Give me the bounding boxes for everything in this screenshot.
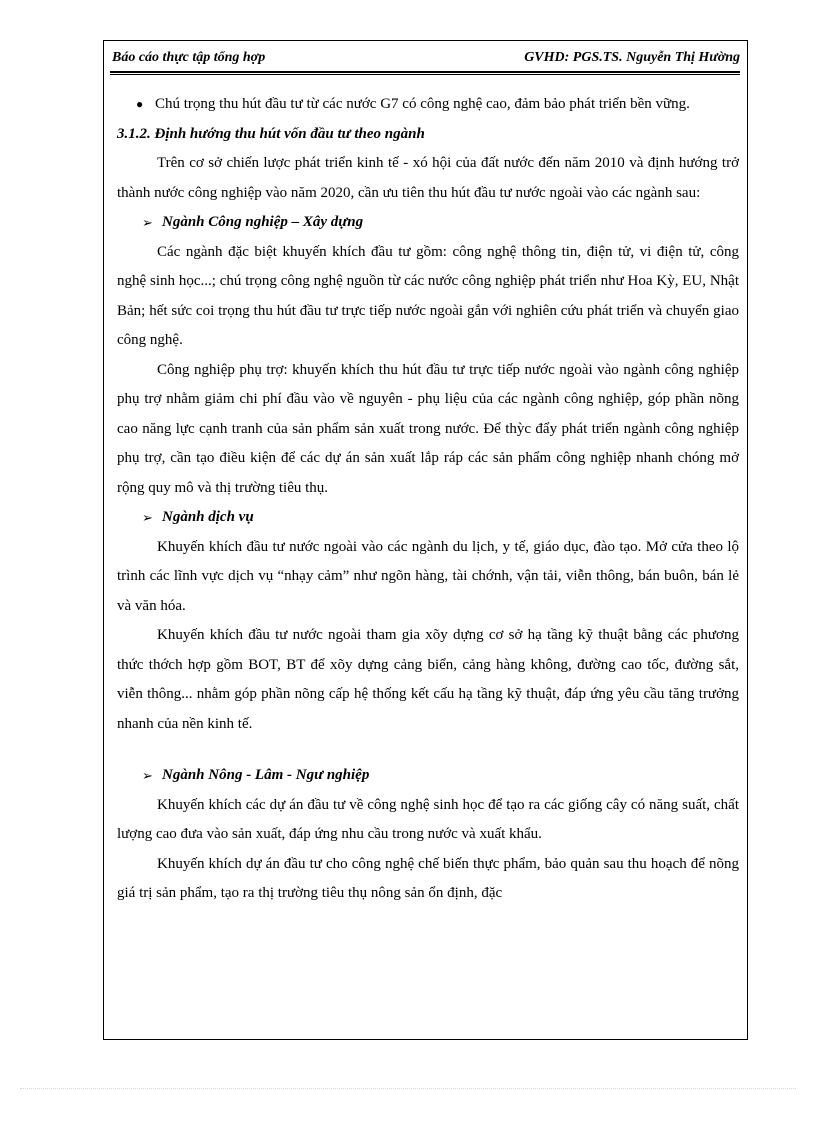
header-rule: [110, 71, 740, 75]
footer-divider: [20, 1088, 796, 1089]
industry-paragraph-1: Các ngành đặc biệt khuyến khích đầu tư gồm: công nghệ thông tin, điện tử, vi điện tử, công nghệ sinh học...; chú trọng công nghệ nguồn từ các nước công nghiệp phát triển như Hoa Kỳ, EU, Nhật Bản; hết sức coi trọng thu hút đầu tư trực tiếp nước ngoài gắn với nghiên cứu phát triển và chuyển giao công nghệ.: [117, 243, 739, 348]
header-report-title: Báo cáo thực tập tổng hợp: [112, 50, 266, 65]
subheading-industry-text: Ngành Công nghiệp – Xây dựng: [162, 214, 364, 230]
subheading-services: [142, 503, 739, 533]
agriculture-paragraph-1: Khuyến khích các dự án đầu tư về công nghệ sinh học để tạo ra các giống cây có năng suất, chất lượng cao đưa vào sản xuất, đáp ứng nhu cầu trong nước và xuất khẩu.: [117, 796, 739, 842]
document-body: [117, 90, 739, 909]
header-supervisor: GVHD: PGS.TS. Nguyễn Thị Hường: [524, 50, 740, 65]
agriculture-paragraph-2: Khuyến khích dự án đầu tư cho công nghệ chế biến thực phẩm, bảo quản sau thu hoạch để nõng giá trị sản phẩm, tạo ra thị trường tiêu thụ nông sản ổn định, đặc: [117, 855, 739, 901]
subheading-services-text: Ngành dịch vụ: [162, 509, 254, 525]
arrowhead-icon: ➢: [142, 215, 153, 230]
spacer: [117, 739, 739, 761]
arrowhead-icon: ➢: [142, 510, 153, 525]
page-header: [112, 50, 740, 72]
subheading-industry: [142, 208, 739, 238]
arrowhead-icon: ➢: [142, 768, 153, 783]
subheading-agriculture-text: Ngành Nông - Lâm - Ngư nghiệp: [162, 767, 370, 783]
section-heading: 3.1.2. Định hướng thu hút vốn đầu tư theo ngành: [117, 125, 425, 142]
industry-paragraph-2: Công nghiệp phụ trợ: khuyến khích thu hút đầu tư trực tiếp nước ngoài vào ngành công nghiệp phụ trợ nhằm giảm chi phí đầu vào về nguyên - phụ liệu của các ngành công nghiệp, góp phần nõng cao năng lực cạnh tranh của sản phẩm sản xuất trong nước. Để thỳc đẩy phát triển ngành công nghiệp phụ trợ, cần tạo điều kiện để các dự án sản xuất lắp ráp các sản phẩm công nghiệp nhanh chóng mở rộng quy mô và thị trường tiêu thụ.: [117, 361, 739, 496]
bullet-item: [136, 90, 739, 120]
services-paragraph-2: Khuyến khích đầu tư nước ngoài tham gia xõy dựng cơ sở hạ tầng kỹ thuật bằng các phương thức thớch hợp gồm BOT, BT để xõy dựng cảng biển, cảng hàng không, đường cao tốc, đường sắt, viễn thông... nhằm góp phần nõng cấp hệ thống kết cấu hạ tầng kỹ thuật, đáp ứng yêu cầu tăng trưởng nhanh của nền kinh tế.: [117, 627, 739, 732]
bullet-text: Chú trọng thu hút đầu tư từ các nước G7 có công nghệ cao, đảm bảo phát triển bền vững.: [155, 96, 690, 112]
bullet-dot-icon: ●: [136, 97, 144, 111]
intro-paragraph: Trên cơ sở chiến lược phát triển kinh tế - xó hội của đất nước đến năm 2010 và định hướng trở thành nước công nghiệp vào năm 2020, cần ưu tiên thu hút đầu tư nước ngoài vào các ngành sau:: [117, 155, 739, 201]
services-paragraph-1: Khuyến khích đầu tư nước ngoài vào các ngành du lịch, y tế, giáo dục, đào tạo. Mở cửa theo lộ trình các lĩnh vực dịch vụ “nhạy cảm” như ngõn hàng, tài chớnh, vận tải, viễn thông, bán buôn, bán lẻ và văn hóa.: [117, 538, 739, 614]
subheading-agriculture: [142, 761, 739, 791]
